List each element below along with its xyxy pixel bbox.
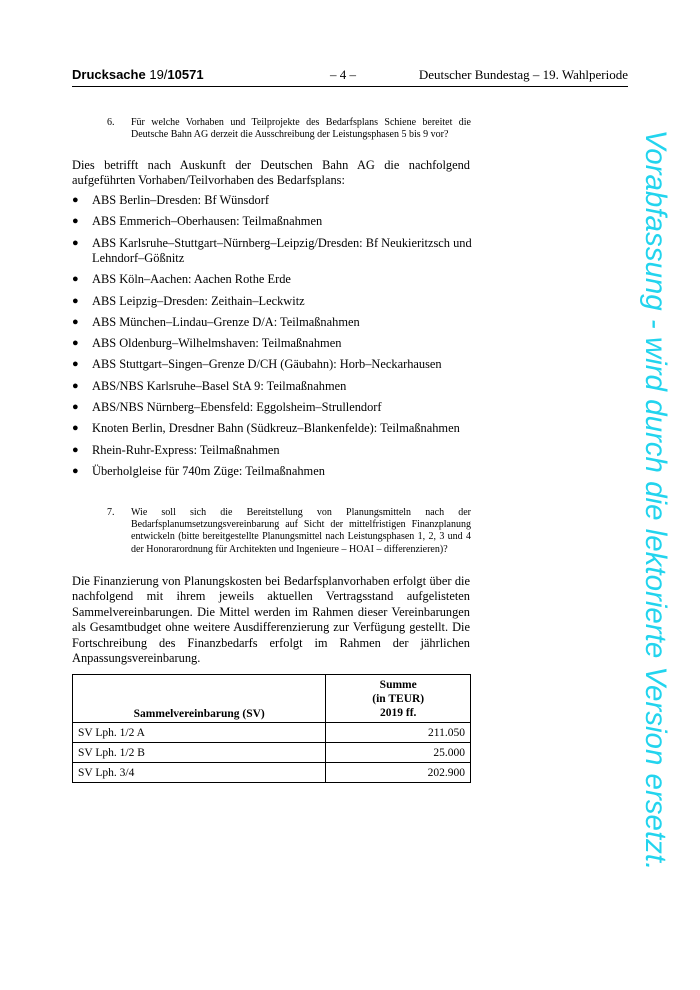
bullet-icon: ● (72, 443, 79, 456)
question-7-text: Wie soll sich die Bereitstellung von Planungsmitteln nach der Bedarfsplanumsetzungsvereinbarung auf Sicht der mittelfristigen Finanzplanung entwickeln (bitte bereitgestellte Planungsmittel nach Leistungsphasen 1, 2, 3 und 4 der Honorarordnung für Architekten und Ingenieure – HOAI – differenzieren)? (131, 507, 471, 555)
row-agreement-name: SV Lph. 1/2 B (73, 743, 326, 763)
question-7-number: 7. (107, 507, 115, 518)
table-header-row (73, 675, 471, 723)
table-row (73, 723, 471, 743)
page-number: – 4 – (330, 67, 356, 82)
doc-number: 10571 (167, 67, 204, 82)
list-item-text: ABS/NBS Karlsruhe–Basel StA 9: Teilmaßnahmen (92, 378, 347, 393)
bullet-icon: ● (72, 273, 79, 286)
row-sum-value: 25.000 (326, 743, 471, 763)
table-row (73, 763, 471, 783)
list-item-text: ABS Leipzig–Dresden: Zeithain–Leckwitz (92, 293, 305, 308)
list-item (72, 357, 472, 372)
list-item-text: ABS Karlsruhe–Stuttgart–Nürnberg–Leipzig/Dresden: Bf Neukieritzsch und Lehndorf–Gößnitz (92, 235, 472, 265)
doc-number-prefix: 19/ (149, 67, 168, 82)
funding-table (72, 674, 471, 783)
sum-header-line-2: (in TEUR) (372, 693, 425, 705)
list-item (72, 421, 472, 436)
list-item (72, 443, 472, 458)
row-agreement-name: SV Lph. 1/2 A (73, 723, 326, 743)
list-item (72, 214, 472, 229)
document-number (72, 66, 204, 83)
list-item (72, 272, 472, 287)
list-item (72, 315, 472, 330)
bullet-icon: ● (72, 401, 79, 414)
row-sum-value: 202.900 (326, 763, 471, 783)
sum-header-line-1: Summe (379, 679, 417, 691)
question-6 (107, 117, 471, 141)
bullet-icon: ● (72, 294, 79, 307)
list-item-text: ABS Emmerich–Oberhausen: Teilmaßnahmen (92, 214, 323, 229)
list-item (72, 193, 472, 208)
bullet-icon: ● (72, 358, 79, 371)
list-item-text: ABS/NBS Nürnberg–Ebensfeld: Eggolsheim–Strullendorf (92, 400, 382, 415)
list-item-text: Überholgleise für 740m Züge: Teilmaßnahmen (92, 463, 325, 478)
sum-header-line-3: 2019 ff. (379, 707, 417, 719)
answer-6: Dies betrifft nach Auskunft der Deutschen Bahn AG die nachfolgend aufgeführten Vorhaben/Teilvorhaben des Bedarfsplans: (72, 158, 470, 188)
publisher: Deutscher Bundestag – 19. Wahlperiode (418, 67, 628, 82)
bullet-icon: ● (72, 236, 79, 249)
list-item (72, 464, 472, 479)
list-item-text: ABS Berlin–Dresden: Bf Wünsdorf (92, 193, 270, 207)
list-item (72, 336, 472, 351)
draft-version-stamp: Vorabfassung - wird durch die lektorierte Version ersetzt. (639, 129, 672, 871)
list-item (72, 236, 472, 267)
column-header-sum (326, 675, 471, 723)
list-item (72, 379, 472, 394)
list-item-text: Knoten Berlin, Dresdner Bahn (Südkreuz–Blankenfelde): Teilmaßnahmen (92, 421, 460, 436)
bullet-icon: ● (72, 315, 79, 328)
bullet-icon: ● (72, 194, 79, 206)
list-item-text: ABS Köln–Aachen: Aachen Rothe Erde (92, 272, 291, 287)
table-row (73, 743, 471, 763)
question-6-number: 6. (107, 117, 115, 128)
row-agreement-name: SV Lph. 3/4 (73, 763, 326, 783)
bullet-icon: ● (72, 379, 79, 392)
bullet-icon: ● (72, 464, 79, 477)
question-7 (107, 507, 471, 556)
list-item-text: ABS Stuttgart–Singen–Grenze D/CH (Gäubahn): Horb–Neckarhausen (92, 357, 442, 372)
doc-label: Drucksache (72, 67, 146, 82)
page-header (72, 66, 628, 87)
bullet-icon: ● (72, 337, 79, 350)
row-sum-value: 211.050 (326, 723, 471, 743)
list-item-text: Rhein-Ruhr-Express: Teilmaßnahmen (92, 442, 280, 457)
list-item-text: ABS München–Lindau–Grenze D/A: Teilmaßnahmen (92, 314, 360, 329)
list-item-text: ABS Oldenburg–Wilhelmshaven: Teilmaßnahmen (92, 336, 342, 351)
project-list (72, 193, 472, 485)
question-6-text: Für welche Vorhaben und Teilprojekte des Bedarfsplans Schiene bereitet die Deutsche Bahn AG derzeit die Ausschreibung der Leistungsphasen 5 bis 9 vor? (131, 117, 471, 141)
answer-7: Die Finanzierung von Planungskosten bei Bedarfsplanvorhaben erfolgt über die nachfolgend mit ihrem jeweils aktuellen Vertragsstand aufgelisteten Sammelvereinbarungen. Die Mittel werden im Rahmen dieser Vereinbarungen als Gesamtbudget ohne weitere Ausdifferenzierung zur Verfügung gestellt. Die Fortschreibung des Finanzbedarfs erfolgt im Rahmen der jährlichen Anpassungsvereinbarung. (72, 574, 470, 666)
column-header-agreement: Sammelvereinbarung (SV) (73, 675, 326, 723)
list-item (72, 400, 472, 415)
list-item (72, 294, 472, 309)
bullet-icon: ● (72, 422, 79, 435)
bullet-icon: ● (72, 215, 79, 228)
